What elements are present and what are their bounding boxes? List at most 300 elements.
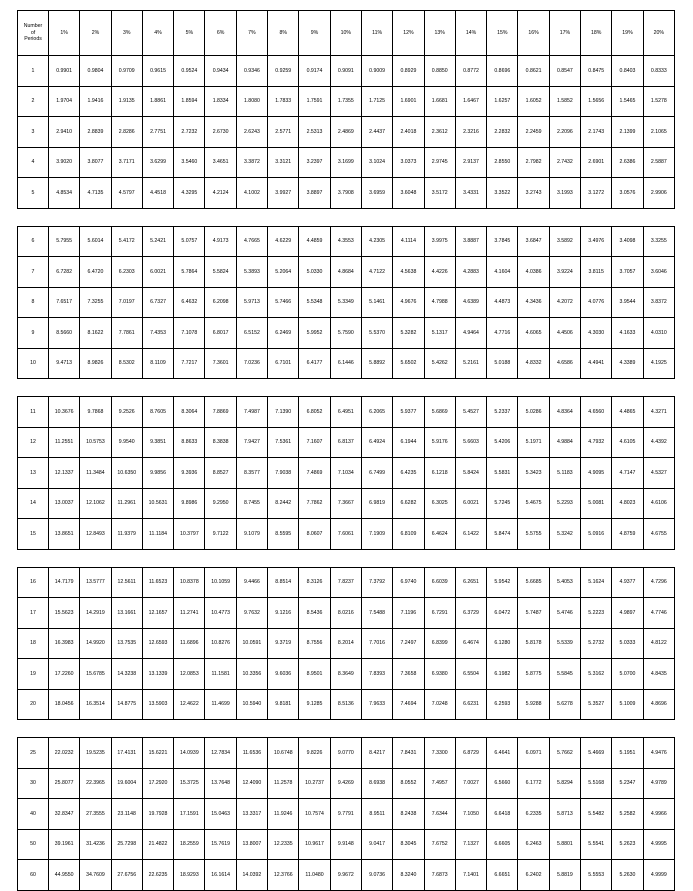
factor-cell: 14.0392 xyxy=(236,860,267,891)
factor-cell: 3.9927 xyxy=(268,178,299,209)
factor-cell: 6.2402 xyxy=(518,860,549,891)
factor-cell: 0.9901 xyxy=(49,56,80,87)
factor-cell: 4.9884 xyxy=(549,427,580,458)
factor-cell: 7.6344 xyxy=(424,799,455,830)
factor-cell: 7.5361 xyxy=(268,427,299,458)
factor-cell: 12.4622 xyxy=(174,689,205,720)
factor-cell: 8.9826 xyxy=(80,348,111,379)
factor-cell: 5.3349 xyxy=(330,287,361,318)
factor-cell: 3.3255 xyxy=(643,226,674,257)
factor-cell: 5.4053 xyxy=(549,567,580,598)
factor-cell: 11.1581 xyxy=(205,659,236,690)
factor-cell: 8.3649 xyxy=(330,659,361,690)
factor-cell: 5.5845 xyxy=(549,659,580,690)
table-row xyxy=(18,519,675,550)
factor-cell: 12.2335 xyxy=(268,829,299,860)
factor-cell: 0.9174 xyxy=(299,56,330,87)
factor-cell: 5.7466 xyxy=(268,287,299,318)
header-row xyxy=(18,11,675,56)
factor-cell: 11.4699 xyxy=(205,689,236,720)
factor-cell: 13.8651 xyxy=(49,519,80,550)
factor-cell: 4.6560 xyxy=(581,397,612,428)
period-cell: 30 xyxy=(18,768,49,799)
factor-cell: 5.8713 xyxy=(549,799,580,830)
factor-cell: 11.9246 xyxy=(268,799,299,830)
factor-cell: 4.7665 xyxy=(236,226,267,257)
factor-cell: 8.3240 xyxy=(393,860,424,891)
factor-cell: 6.6039 xyxy=(424,567,455,598)
factor-cell: 3.1993 xyxy=(549,178,580,209)
factor-cell: 6.2335 xyxy=(518,799,549,830)
factor-cell: 7.0027 xyxy=(455,768,486,799)
factor-cell: 8.7455 xyxy=(236,488,267,519)
factor-cell: 4.6105 xyxy=(612,427,643,458)
factor-cell: 13.1339 xyxy=(142,659,173,690)
factor-cell: 1.8080 xyxy=(236,86,267,117)
rate-column-header: 12% xyxy=(393,11,424,56)
factor-cell: 8.8527 xyxy=(205,458,236,489)
table-row xyxy=(18,829,675,860)
factor-cell: 6.9740 xyxy=(393,567,424,598)
factor-cell: 0.8621 xyxy=(518,56,549,87)
factor-cell: 1.9135 xyxy=(111,86,142,117)
factor-cell: 4.9676 xyxy=(393,287,424,318)
factor-cell: 6.5152 xyxy=(236,318,267,349)
factor-cell: 6.1772 xyxy=(518,768,549,799)
factor-cell: 3.2743 xyxy=(518,178,549,209)
table-row xyxy=(18,226,675,257)
factor-cell: 5.2421 xyxy=(142,226,173,257)
factor-cell: 5.3162 xyxy=(581,659,612,690)
factor-cell: 10.5940 xyxy=(236,689,267,720)
factor-cell: 5.0700 xyxy=(612,659,643,690)
factor-cell: 1.5852 xyxy=(549,86,580,117)
factor-cell: 3.1272 xyxy=(581,178,612,209)
period-cell: 25 xyxy=(18,738,49,769)
factor-cell: 5.0333 xyxy=(612,628,643,659)
rate-column-header: 15% xyxy=(487,11,518,56)
factor-cell: 3.9224 xyxy=(549,257,580,288)
factor-cell: 0.9804 xyxy=(80,56,111,87)
factor-cell: 7.8393 xyxy=(361,659,392,690)
factor-cell: 3.6299 xyxy=(142,147,173,178)
rate-column-header: 19% xyxy=(612,11,643,56)
factor-cell: 8.3577 xyxy=(236,458,267,489)
factor-cell: 10.3356 xyxy=(236,659,267,690)
factor-cell: 3.4651 xyxy=(205,147,236,178)
factor-cell: 1.7355 xyxy=(330,86,361,117)
factor-cell: 15.7619 xyxy=(205,829,236,860)
factor-cell: 4.4873 xyxy=(487,287,518,318)
period-cell: 16 xyxy=(18,567,49,598)
factor-cell: 4.0386 xyxy=(518,257,549,288)
table-row xyxy=(18,117,675,148)
factor-cell: 2.2096 xyxy=(549,117,580,148)
rate-column-header: 13% xyxy=(424,11,455,56)
factor-cell: 3.8897 xyxy=(299,178,330,209)
factor-cell: 9.7868 xyxy=(80,397,111,428)
factor-cell: 8.4217 xyxy=(361,738,392,769)
factor-cell: 1.6467 xyxy=(455,86,486,117)
factor-cell: 5.6502 xyxy=(393,348,424,379)
factor-cell: 4.1633 xyxy=(612,318,643,349)
rate-column-header: 2% xyxy=(80,11,111,56)
factor-cell: 11.1184 xyxy=(142,519,173,550)
rate-column-header: 14% xyxy=(455,11,486,56)
factor-cell: 15.0463 xyxy=(205,799,236,830)
factor-cell: 13.1661 xyxy=(111,598,142,629)
factor-cell: 6.6282 xyxy=(393,488,424,519)
factor-cell: 5.2223 xyxy=(581,598,612,629)
factor-cell: 7.6873 xyxy=(424,860,455,891)
table-row xyxy=(18,799,675,830)
table-row xyxy=(18,56,675,87)
factor-cell: 9.3936 xyxy=(174,458,205,489)
group-separator-row xyxy=(18,379,675,397)
factor-cell: 1.6257 xyxy=(487,86,518,117)
factor-cell: 5.1624 xyxy=(581,567,612,598)
factor-cell: 2.8550 xyxy=(487,147,518,178)
factor-cell: 5.1461 xyxy=(361,287,392,318)
rate-column-header: 6% xyxy=(205,11,236,56)
factor-cell: 7.7016 xyxy=(361,628,392,659)
factor-cell: 3.4098 xyxy=(612,226,643,257)
period-cell: 18 xyxy=(18,628,49,659)
factor-cell: 7.1078 xyxy=(174,318,205,349)
factor-cell: 5.7487 xyxy=(518,598,549,629)
factor-cell: 3.3121 xyxy=(268,147,299,178)
factor-cell: 3.6959 xyxy=(361,178,392,209)
factor-cell: 6.4674 xyxy=(455,628,486,659)
factor-cell: 6.4235 xyxy=(393,458,424,489)
factor-cell: 2.7432 xyxy=(549,147,580,178)
factor-cell: 6.6231 xyxy=(455,689,486,720)
period-cell: 6 xyxy=(18,226,49,257)
factor-cell: 10.8276 xyxy=(205,628,236,659)
factor-cell: 2.5771 xyxy=(268,117,299,148)
period-cell: 60 xyxy=(18,860,49,891)
factor-cell: 6.0971 xyxy=(518,738,549,769)
factor-cell: 4.3271 xyxy=(643,397,674,428)
factor-cell: 7.1196 xyxy=(393,598,424,629)
factor-cell: 4.4518 xyxy=(142,178,173,209)
period-cell: 5 xyxy=(18,178,49,209)
factor-cell: 2.6243 xyxy=(236,117,267,148)
factor-cell: 6.7282 xyxy=(49,257,80,288)
factor-cell: 5.1317 xyxy=(424,318,455,349)
period-cell: 20 xyxy=(18,689,49,720)
factor-cell: 7.6517 xyxy=(49,287,80,318)
factor-cell: 8.3126 xyxy=(299,567,330,598)
factor-cell: 11.3484 xyxy=(80,458,111,489)
factor-cell: 4.8696 xyxy=(643,689,674,720)
factor-cell: 3.4331 xyxy=(455,178,486,209)
factor-cell: 10.2737 xyxy=(299,768,330,799)
factor-cell: 5.2337 xyxy=(487,397,518,428)
factor-cell: 39.1961 xyxy=(49,829,80,860)
factor-cell: 9.8181 xyxy=(268,689,299,720)
factor-cell: 5.5482 xyxy=(581,799,612,830)
factor-cell: 4.1002 xyxy=(236,178,267,209)
factor-cell: 8.3064 xyxy=(174,397,205,428)
factor-cell: 4.9966 xyxy=(643,799,674,830)
factor-cell: 5.8294 xyxy=(549,768,580,799)
factor-cell: 7.3792 xyxy=(361,567,392,598)
table-row xyxy=(18,397,675,428)
factor-cell: 2.6386 xyxy=(612,147,643,178)
factor-cell: 7.8869 xyxy=(205,397,236,428)
factor-cell: 7.0248 xyxy=(424,689,455,720)
factor-cell: 9.3719 xyxy=(268,628,299,659)
factor-cell: 4.7147 xyxy=(612,458,643,489)
factor-cell: 12.6593 xyxy=(142,628,173,659)
factor-cell: 13.5777 xyxy=(80,567,111,598)
factor-cell: 4.9476 xyxy=(643,738,674,769)
factor-cell: 7.4353 xyxy=(142,318,173,349)
factor-cell: 4.8332 xyxy=(518,348,549,379)
factor-cell: 44.9550 xyxy=(49,860,80,891)
factor-cell: 1.5278 xyxy=(643,86,674,117)
factor-cell: 7.8237 xyxy=(330,567,361,598)
factor-cell: 7.1607 xyxy=(299,427,330,458)
factor-cell: 8.5302 xyxy=(111,348,142,379)
factor-cell: 5.4527 xyxy=(455,397,486,428)
factor-cell: 5.5755 xyxy=(518,519,549,550)
factor-cell: 4.8684 xyxy=(330,257,361,288)
factor-cell: 5.6685 xyxy=(518,567,549,598)
factor-cell: 22.3965 xyxy=(80,768,111,799)
factor-cell: 5.8801 xyxy=(549,829,580,860)
factor-cell: 7.3667 xyxy=(330,488,361,519)
factor-cell: 13.8007 xyxy=(236,829,267,860)
factor-cell: 5.4746 xyxy=(549,598,580,629)
factor-cell: 11.2551 xyxy=(49,427,80,458)
factor-cell: 4.7296 xyxy=(643,567,674,598)
rate-column-header: 7% xyxy=(236,11,267,56)
factor-cell: 5.8819 xyxy=(549,860,580,891)
factor-cell: 6.7327 xyxy=(142,287,173,318)
factor-cell: 6.2469 xyxy=(268,318,299,349)
factor-cell: 19.6004 xyxy=(111,768,142,799)
factor-cell: 11.0480 xyxy=(299,860,330,891)
factor-cell: 5.4206 xyxy=(487,427,518,458)
factor-cell: 27.6756 xyxy=(111,860,142,891)
factor-cell: 8.3838 xyxy=(205,427,236,458)
factor-cell: 12.1657 xyxy=(142,598,173,629)
factor-cell: 6.7101 xyxy=(268,348,299,379)
factor-cell: 4.3436 xyxy=(518,287,549,318)
factor-cell: 12.7834 xyxy=(205,738,236,769)
factor-cell: 6.3729 xyxy=(455,598,486,629)
factor-cell: 5.2064 xyxy=(268,257,299,288)
factor-cell: 9.0770 xyxy=(330,738,361,769)
factor-cell: 0.9615 xyxy=(142,56,173,87)
factor-cell: 6.8017 xyxy=(205,318,236,349)
factor-cell: 0.8850 xyxy=(424,56,455,87)
factor-cell: 5.9176 xyxy=(424,427,455,458)
factor-cell: 17.2260 xyxy=(49,659,80,690)
factor-cell: 4.7746 xyxy=(643,598,674,629)
factor-cell: 4.5327 xyxy=(643,458,674,489)
factor-cell: 4.2124 xyxy=(205,178,236,209)
factor-cell: 1.7591 xyxy=(299,86,330,117)
factor-cell: 4.7135 xyxy=(80,178,111,209)
factor-cell: 5.2732 xyxy=(581,628,612,659)
factor-cell: 7.4869 xyxy=(299,458,330,489)
factor-cell: 2.4018 xyxy=(393,117,424,148)
factor-cell: 8.5660 xyxy=(49,318,80,349)
factor-cell: 11.2578 xyxy=(268,768,299,799)
factor-cell: 3.1024 xyxy=(361,147,392,178)
factor-cell: 25.8077 xyxy=(49,768,80,799)
period-cell: 7 xyxy=(18,257,49,288)
factor-cell: 2.6901 xyxy=(581,147,612,178)
factor-cell: 6.4641 xyxy=(487,738,518,769)
factor-cell: 2.2459 xyxy=(518,117,549,148)
factor-cell: 4.9995 xyxy=(643,829,674,860)
factor-cell: 4.8122 xyxy=(643,628,674,659)
factor-cell: 3.7057 xyxy=(612,257,643,288)
periods-column-header xyxy=(18,11,49,56)
annuity-table-wrapper xyxy=(17,10,675,891)
factor-cell: 2.9745 xyxy=(424,147,455,178)
factor-cell: 4.8435 xyxy=(643,659,674,690)
factor-cell: 23.1148 xyxy=(111,799,142,830)
factor-cell: 31.4236 xyxy=(80,829,111,860)
factor-cell: 9.0417 xyxy=(361,829,392,860)
factor-cell: 10.6748 xyxy=(268,738,299,769)
table-row xyxy=(18,147,675,178)
factor-cell: 5.4262 xyxy=(424,348,455,379)
factor-cell: 7.1390 xyxy=(268,397,299,428)
factor-cell: 0.9009 xyxy=(361,56,392,87)
factor-cell: 9.4713 xyxy=(49,348,80,379)
factor-cell: 14.8775 xyxy=(111,689,142,720)
factor-cell: 0.8772 xyxy=(455,56,486,87)
factor-cell: 5.3282 xyxy=(393,318,424,349)
factor-cell: 0.8929 xyxy=(393,56,424,87)
factor-cell: 2.1399 xyxy=(612,117,643,148)
factor-cell: 6.1280 xyxy=(487,628,518,659)
factor-cell: 3.3522 xyxy=(487,178,518,209)
factor-cell: 5.5553 xyxy=(581,860,612,891)
factor-cell: 3.7908 xyxy=(330,178,361,209)
factor-cell: 11.9379 xyxy=(111,519,142,550)
factor-cell: 1.6052 xyxy=(518,86,549,117)
group-separator xyxy=(18,208,675,226)
factor-cell: 9.7791 xyxy=(330,799,361,830)
factor-cell: 4.4859 xyxy=(299,226,330,257)
factor-cell: 7.7862 xyxy=(299,488,330,519)
factor-cell: 6.8109 xyxy=(393,519,424,550)
factor-cell: 8.7605 xyxy=(142,397,173,428)
factor-cell: 6.9380 xyxy=(424,659,455,690)
factor-cell: 0.9346 xyxy=(236,56,267,87)
factor-cell: 11.6896 xyxy=(174,628,205,659)
factor-cell: 4.5797 xyxy=(111,178,142,209)
factor-cell: 6.1422 xyxy=(455,519,486,550)
factor-cell: 0.8333 xyxy=(643,56,674,87)
factor-cell: 2.9906 xyxy=(643,178,674,209)
period-cell: 2 xyxy=(18,86,49,117)
factor-cell: 0.8547 xyxy=(549,56,580,87)
factor-cell: 4.6229 xyxy=(268,226,299,257)
factor-cell: 13.3317 xyxy=(236,799,267,830)
factor-cell: 13.5903 xyxy=(142,689,173,720)
factor-cell: 8.1622 xyxy=(80,318,111,349)
factor-cell: 5.9542 xyxy=(487,567,518,598)
factor-cell: 8.2442 xyxy=(268,488,299,519)
factor-cell: 3.6048 xyxy=(393,178,424,209)
factor-cell: 8.9501 xyxy=(299,659,330,690)
factor-cell: 6.6651 xyxy=(487,860,518,891)
factor-cell: 8.5136 xyxy=(330,689,361,720)
factor-cell: 7.1034 xyxy=(330,458,361,489)
factor-cell: 8.2438 xyxy=(393,799,424,830)
factor-cell: 25.7298 xyxy=(111,829,142,860)
factor-cell: 3.8077 xyxy=(80,147,111,178)
factor-cell: 2.8839 xyxy=(80,117,111,148)
factor-cell: 27.3555 xyxy=(80,799,111,830)
factor-cell: 3.9975 xyxy=(424,226,455,257)
factor-cell: 7.7861 xyxy=(111,318,142,349)
factor-cell: 4.8364 xyxy=(549,397,580,428)
factor-cell: 6.8137 xyxy=(330,427,361,458)
factor-cell: 4.4226 xyxy=(424,257,455,288)
factor-cell: 0.9434 xyxy=(205,56,236,87)
factor-cell: 3.0576 xyxy=(612,178,643,209)
factor-cell: 4.1114 xyxy=(393,226,424,257)
factor-cell: 10.3797 xyxy=(174,519,205,550)
period-cell: 19 xyxy=(18,659,49,690)
factor-cell: 12.1062 xyxy=(80,488,111,519)
factor-cell: 6.7291 xyxy=(424,598,455,629)
factor-cell: 5.8775 xyxy=(518,659,549,690)
factor-cell: 6.7499 xyxy=(361,458,392,489)
factor-cell: 12.8493 xyxy=(80,519,111,550)
factor-cell: 4.7932 xyxy=(581,427,612,458)
factor-cell: 2.5313 xyxy=(299,117,330,148)
factor-cell: 3.6046 xyxy=(643,257,674,288)
factor-cell: 15.6221 xyxy=(142,738,173,769)
factor-cell: 4.6106 xyxy=(643,488,674,519)
table-row xyxy=(18,86,675,117)
factor-cell: 8.0552 xyxy=(393,768,424,799)
factor-cell: 7.8431 xyxy=(393,738,424,769)
factor-cell: 0.8475 xyxy=(581,56,612,87)
factor-cell: 6.0472 xyxy=(487,598,518,629)
factor-cell: 4.8023 xyxy=(612,488,643,519)
factor-cell: 3.5892 xyxy=(549,226,580,257)
factor-cell: 10.1059 xyxy=(205,567,236,598)
period-cell: 50 xyxy=(18,829,49,860)
factor-cell: 12.4090 xyxy=(236,768,267,799)
factor-cell: 34.7609 xyxy=(80,860,111,891)
factor-cell: 8.3045 xyxy=(393,829,424,860)
factor-cell: 7.9427 xyxy=(236,427,267,458)
factor-cell: 5.7864 xyxy=(174,257,205,288)
factor-cell: 4.7716 xyxy=(487,318,518,349)
periods-header-line-2: of xyxy=(30,29,36,36)
factor-cell: 10.5753 xyxy=(80,427,111,458)
factor-cell: 9.2950 xyxy=(205,488,236,519)
factor-cell: 1.6901 xyxy=(393,86,424,117)
factor-cell: 4.4392 xyxy=(643,427,674,458)
table-row xyxy=(18,287,675,318)
factor-cell: 5.0330 xyxy=(299,257,330,288)
factor-cell: 5.5168 xyxy=(581,768,612,799)
annuity-factor-table xyxy=(17,10,675,891)
